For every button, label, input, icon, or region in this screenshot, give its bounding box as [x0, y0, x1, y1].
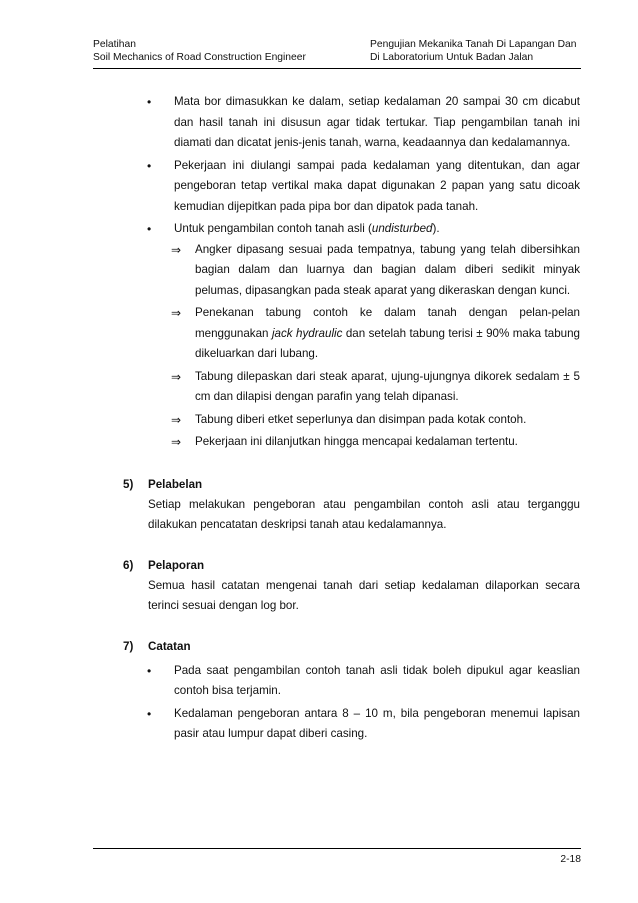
- arrow-item: [0, 432, 580, 453]
- bullet-text: Mata bor dimasukkan ke dalam, setiap kedalaman 20 sampai 30 cm dicabut dan hasil tanah ini disusun agar tidak tertukar. Tiap pengambilan tanah ini diamati dan dicatat jenis-jenis tanah, warna, keadaannya dan kedalamannya.: [174, 95, 580, 149]
- section-number: 7): [123, 639, 134, 653]
- bullet-icon: •: [147, 706, 152, 721]
- arrow-icon: ⇒: [171, 306, 182, 320]
- header-divider: [93, 68, 581, 69]
- header-training-label: Pelatihan: [93, 39, 136, 50]
- section-body: Setiap melakukan pengeboran atau pengambilan contoh asli atau terganggu dilakukan pencatatan deskripsi tanah atau kedalamannya.: [148, 497, 580, 531]
- section-number: 5): [123, 477, 134, 491]
- bullet-text: Kedalaman pengeboran antara 8 – 10 m, bila pengeboran menemui lapisan pasir atau lumpur dapat diberi casing.: [174, 706, 580, 740]
- header-module-title-line1: Pengujian Mekanika Tanah Di Lapangan Dan: [370, 39, 577, 50]
- arrow-text-start: Penekanan tabung contoh ke dalam tanah dengan pelan-pelan menggunakan: [195, 306, 580, 340]
- header-right: [370, 38, 610, 64]
- arrow-text: Angker dipasang sesuai pada tempatnya, tabung yang telah dibersihkan bagian dalam dan luarnya dan bagian dalam diberi sedikit minyak pelumas, dipasangkan pada steak aparat yang dikeraskan dengan kunci.: [195, 242, 580, 297]
- arrow-text: Pekerjaan ini dilanjutkan hingga mencapai kedalaman tertentu.: [195, 435, 518, 448]
- section-heading: [0, 556, 638, 576]
- header-left: [93, 38, 353, 64]
- section-number: 6): [123, 558, 134, 572]
- footer-divider: [93, 848, 581, 849]
- section-reporting: [0, 556, 638, 617]
- arrow-item: [0, 367, 580, 408]
- bullet-icon: •: [147, 158, 152, 173]
- bullet-item: [0, 92, 580, 154]
- page-number: 2-18: [560, 854, 581, 865]
- bullet-text: Pada saat pengambilan contoh tanah asli tidak boleh dipukul agar keaslian contoh bisa terjamin.: [174, 663, 580, 697]
- arrow-item: [0, 240, 580, 302]
- bullet-text-start: Untuk pengambilan contoh tanah asli (: [174, 222, 372, 235]
- arrow-icon: ⇒: [171, 435, 182, 449]
- page-body: [0, 92, 638, 745]
- bullet-item: [0, 661, 580, 702]
- arrow-item: [0, 303, 580, 365]
- section-body: Semua hasil catatan mengenai tanah dari setiap kedalaman dilaporkan secara terinci sesuai dengan log bor.: [148, 578, 580, 612]
- bullet-text-end: ).: [432, 222, 440, 235]
- bullet-icon: •: [147, 663, 152, 678]
- arrow-icon: ⇒: [171, 369, 182, 384]
- bullet-item: [0, 219, 580, 240]
- bullet-text-italic: undisturbed: [371, 222, 433, 235]
- bullet-icon: •: [147, 222, 152, 236]
- arrow-item: [0, 410, 580, 431]
- bullet-item: [0, 156, 580, 218]
- header-course-title: Soil Mechanics of Road Construction Engineer: [93, 52, 306, 63]
- section-title: Pelaporan: [148, 558, 205, 572]
- section-title: Pelabelan: [148, 477, 203, 491]
- section-heading: [0, 475, 638, 495]
- section-labeling: [0, 475, 638, 536]
- arrow-icon: ⇒: [171, 242, 182, 257]
- header-module-title-line2: Di Laboratorium Untuk Badan Jalan: [370, 52, 534, 63]
- arrow-icon: ⇒: [171, 412, 182, 427]
- arrow-text: Tabung diberi etket seperlunya dan disimpan pada kotak contoh.: [195, 412, 527, 426]
- bullet-text: Pekerjaan ini diulangi sampai pada kedalaman yang ditentukan, dan agar pengeboran tetap vertikal maka dapat digunakan 2 papan yang satu dicoak kemudian dijepitkan pada pipa bor dan dipatok pada tanah.: [174, 158, 580, 213]
- bullet-icon: •: [147, 95, 152, 109]
- section-notes: [0, 637, 638, 745]
- section-heading: [0, 637, 638, 657]
- arrow-text-end: dan setelah tabung terisi ± 90% maka tabung dikeluarkan dari lubang.: [195, 326, 580, 360]
- bullet-item: [0, 704, 580, 745]
- arrow-text: Tabung dilepaskan dari steak aparat, ujung-ujungnya dikorek sedalam ± 5 cm dan dilapisi dengan parafin yang telah dipanasi.: [195, 369, 580, 403]
- section-title: Catatan: [148, 639, 191, 653]
- arrow-text-italic: jack hydraulic: [271, 326, 343, 340]
